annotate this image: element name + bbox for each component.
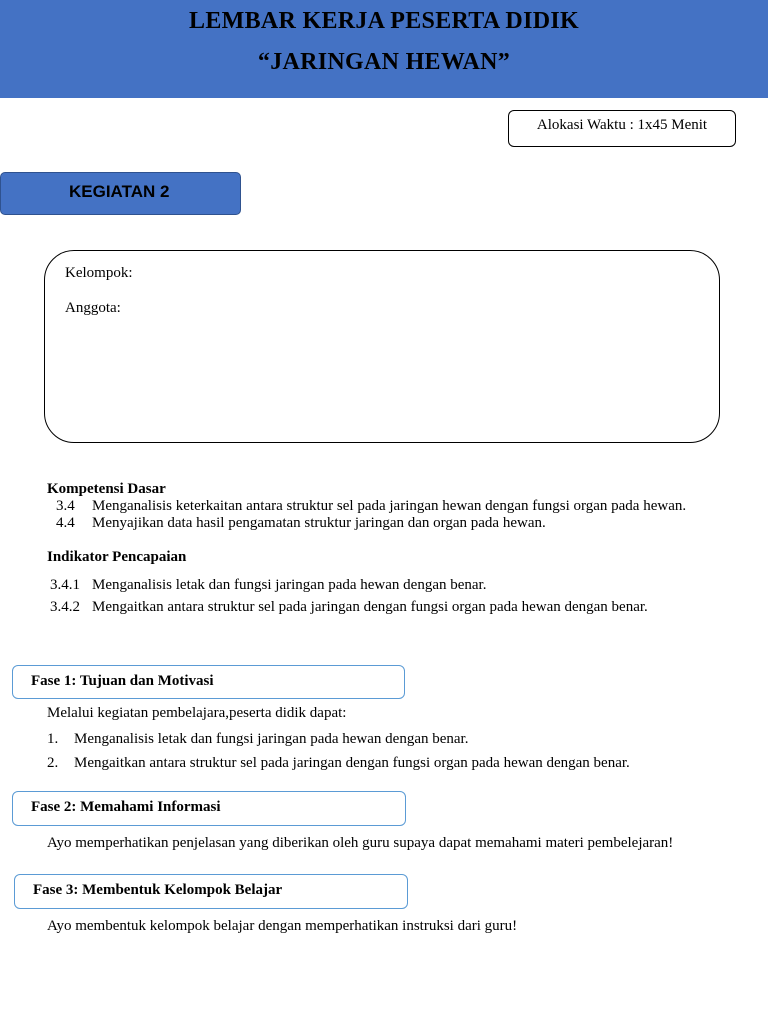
fase1-title-box: Fase 1: Tujuan dan Motivasi [12,665,405,699]
fase2-text: Ayo memperhatikan penjelasan yang diberikan oleh guru supaya dapat memahami materi pembelejaran! [47,835,674,851]
group-form-box [44,250,720,443]
fase1-item-number: 1. [47,731,59,747]
indikator-item-text: Mengaitkan antara struktur sel pada jaringan dengan fungsi organ pada hewan dengan benar. [92,599,648,615]
fase1-intro: Melalui kegiatan pembelajara,peserta didik dapat: [47,705,347,721]
indikator-item-number: 3.4.2 [50,599,80,615]
fase3-title-box: Fase 3: Membentuk Kelompok Belajar [14,874,408,909]
anggota-label: Anggota: [65,300,121,316]
indikator-item-text: Menganalisis letak dan fungsi jaringan pada hewan dengan benar. [92,577,487,593]
kd-item-text: Menganalisis keterkaitan antara struktur sel pada jaringan hewan dengan fungsi organ pada hewan. [92,498,687,514]
fase3-text: Ayo membentuk kelompok belajar dengan memperhatikan instruksi dari guru! [47,918,518,934]
kd-item-text: Menyajikan data hasil pengamatan struktur jaringan dan organ pada hewan. [92,515,546,531]
header-title-line1: LEMBAR KERJA PESERTA DIDIK [189,8,579,34]
kd-item-number: 4.4 [56,515,75,531]
fase2-title-box: Fase 2: Memahami Informasi [12,791,406,826]
page-header [0,0,768,98]
kelompok-label: Kelompok: [65,265,133,281]
indikator-heading: Indikator Pencapaian [47,549,187,565]
kegiatan-label: KEGIATAN 2 [0,172,241,215]
header-title-line2: “JARINGAN HEWAN” [257,49,511,75]
kompetensi-dasar-heading: Kompetensi Dasar [47,481,166,497]
fase1-item-text: Mengaitkan antara struktur sel pada jaringan dengan fungsi organ pada hewan dengan benar. [74,755,630,771]
alokasi-waktu-box: Alokasi Waktu : 1x45 Menit [508,110,736,147]
fase1-item-text: Menganalisis letak dan fungsi jaringan pada hewan dengan benar. [74,731,469,747]
indikator-item-number: 3.4.1 [50,577,80,593]
fase1-item-number: 2. [47,755,59,771]
kd-item-number: 3.4 [56,498,75,514]
